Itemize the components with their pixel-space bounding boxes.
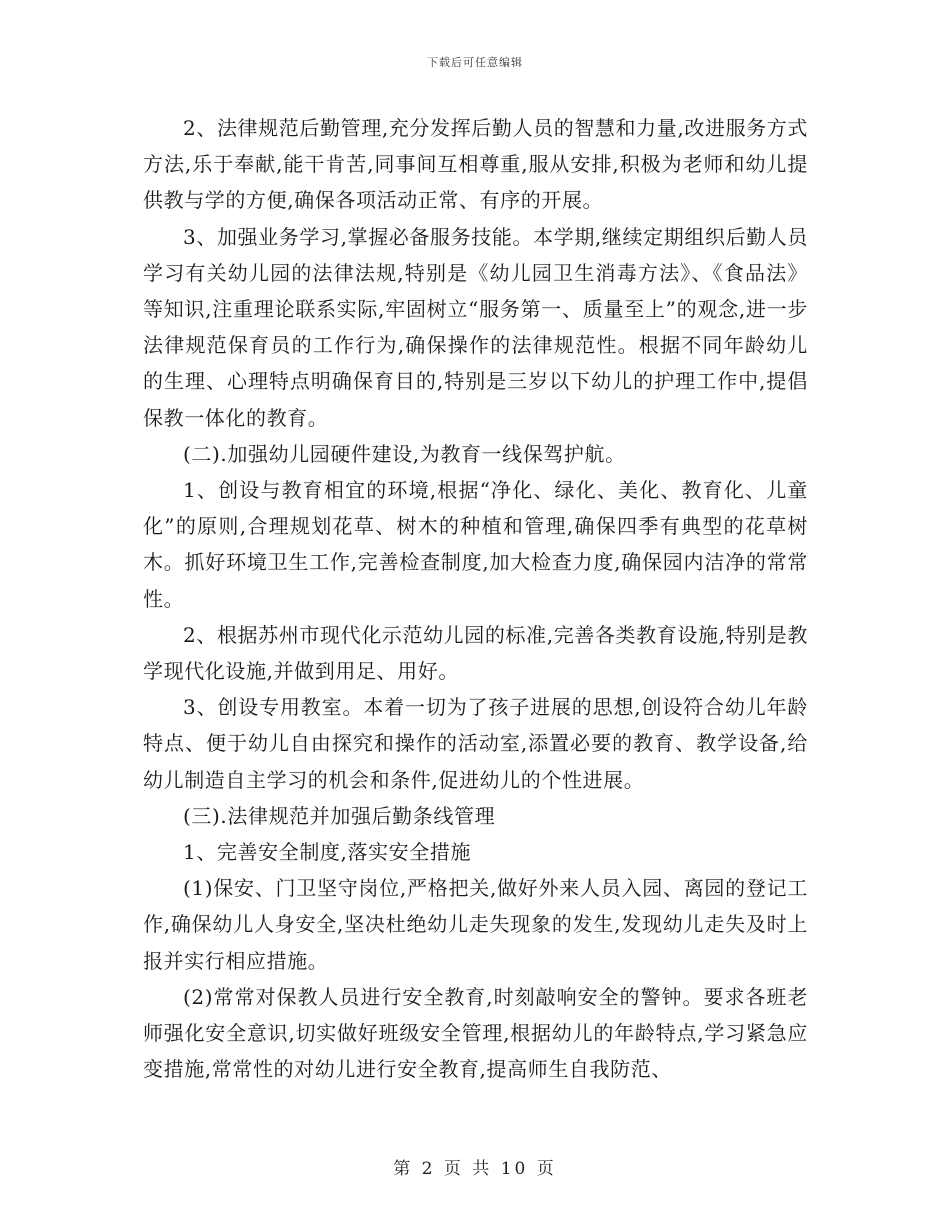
paragraph: (2)常常对保教人员进行安全教育,时刻敲响安全的警钟。要求各班老师强化安全意识,切实做好班级安全管理,根据幼儿的年龄特点,学习紧急应变措施,常常性的对幼儿进行安全教育,提高师生自我防范、 (143, 984, 808, 1082)
paragraph: 1、创设与教育相宜的环境,根据“净化、绿化、美化、教育化、儿童化”的原则,合理规划花草、树木的种植和管理,确保四季有典型的花草树木。抓好环境卫生工作,完善检查制度,加大检查力度,确保园内洁净的常常性。 (143, 478, 808, 611)
paragraph: 3、加强业务学习,掌握必备服务技能。本学期,继续定期组织后勤人员学习有关幼儿园的法律法规,特别是《幼儿园卫生消毒方法》、《食品法》等知识,注重理论联系实际,牢固树立“服务第一、质量至上”的观念,进一步法律规范保育员的工作行为,确保操作的法律规范性。根据不同年龄幼儿的生理、心理特点明确保育目的,特别是三岁以下幼儿的护理工作中,提倡保教一体化的教育。 (143, 224, 808, 430)
document-body (143, 110, 808, 1087)
page-number-footer: 第 2 页 共 10 页 (393, 1159, 557, 1179)
paragraph: 3、创设专用教室。本着一切为了孩子进展的思想,创设符合幼儿年龄特点、便于幼儿自由探究和操作的活动室,添置必要的教育、教学设备,给幼儿制造自主学习的机会和条件,促进幼儿的个性进展。 (143, 695, 808, 792)
paragraph: 2、根据苏州市现代化示范幼儿园的标准,完善各类教育设施,特别是教学现代化设施,并做到用足、用好。 (143, 622, 808, 684)
section-heading: (三).法律规范并加强后勤条线管理 (183, 803, 496, 828)
paragraph: (1)保安、门卫坚守岗位,严格把关,做好外来人员入园、离园的登记工作,确保幼儿人身安全,坚决杜绝幼儿走失现象的发生,发现幼儿走失及时上报并实行相应措施。 (143, 876, 808, 973)
section-heading: (二).加强幼儿园硬件建设,为教育一线保驾护航。 (183, 441, 626, 466)
page-header-note: 下载后可任意编辑 (427, 56, 523, 69)
subsection-heading: 1、完善安全制度,落实安全措施 (183, 840, 472, 865)
paragraph: 2、法律规范后勤管理,充分发挥后勤人员的智慧和力量,改进服务方式方法,乐于奉献,能干肯苦,同事间互相尊重,服从安排,积极为老师和幼儿提供教与学的方便,确保各项活动正常、有序的开展。 (143, 116, 808, 213)
